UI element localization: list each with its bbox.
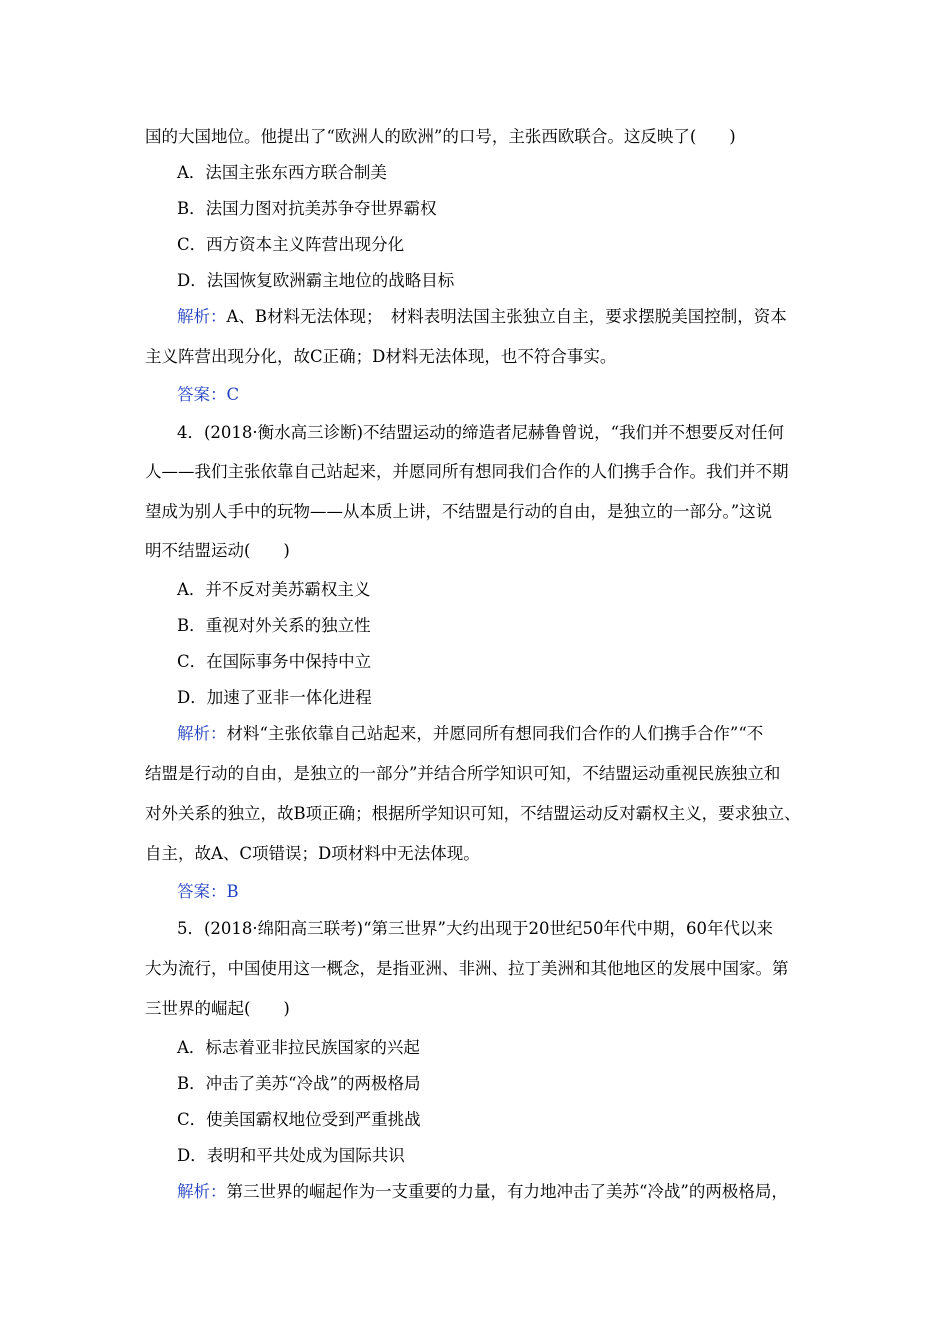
q3-option-c: C．西方资本主义阵营出现分化 <box>177 235 405 254</box>
q3-option-d: D．法国恢复欧洲霸主地位的战略目标 <box>177 271 455 290</box>
q4-analysis-line-4: 自主，故A、C项错误；D项材料中无法体现。 <box>145 844 480 863</box>
q4-answer: 答案：B <box>177 882 239 901</box>
q5-option-b: B．冲击了美苏“冷战”的两极格局 <box>177 1074 421 1093</box>
q3-answer: 答案：C <box>177 385 240 404</box>
q3-analysis-line-1 <box>177 306 787 328</box>
q4-analysis-label: 解析： <box>177 724 227 743</box>
q3-option-a: A．法国主张东西方联合制美 <box>177 163 387 182</box>
q5-analysis-label: 解析： <box>177 1182 227 1201</box>
q3-analysis-text: A、B材料无法体现； 材料表明法国主张独立自主，要求摆脱美国控制，资本 <box>226 307 787 326</box>
q3-analysis-line-2: 主义阵营出现分化，故C正确；D材料无法体现，也不符合事实。 <box>145 347 617 366</box>
q5-analysis-line-1 <box>177 1181 788 1203</box>
q5-analysis-text: 第三世界的崛起作为一支重要的力量，有力地冲击了美苏“冷战”的两极格局， <box>226 1182 788 1201</box>
q4-option-c: C．在国际事务中保持中立 <box>177 652 372 671</box>
q4-stem-line-2: 人——我们主张依靠自己站起来，并愿同所有想同我们合作的人们携手合作。我们并不期 <box>145 462 789 481</box>
q4-analysis-line-2: 结盟是行动的自由，是独立的一部分”并结合所学知识可知，不结盟运动重视民族独立和 <box>145 764 781 783</box>
q4-analysis-line-3: 对外关系的独立，故B项正确；根据所学知识可知，不结盟运动反对霸权主义，要求独立、 <box>145 804 801 823</box>
q4-option-d: D．加速了亚非一体化进程 <box>177 688 372 707</box>
q4-option-b: B．重视对外关系的独立性 <box>177 616 371 635</box>
q3-analysis-label: 解析： <box>177 307 227 326</box>
q4-analysis-line-1 <box>177 723 763 745</box>
q5-stem-line-2: 大为流行，中国使用这一概念，是指亚洲、非洲、拉丁美洲和其他地区的发展中国家。第 <box>145 959 789 978</box>
q4-analysis-text: 材料“主张依靠自己站起来，并愿同所有想同我们合作的人们携手合作”“不 <box>226 724 764 743</box>
q5-option-c: C．使美国霸权地位受到严重挑战 <box>177 1110 421 1129</box>
q5-option-a: A．标志着亚非拉民族国家的兴起 <box>177 1038 420 1057</box>
q5-stem-line-1: 5．(2018·绵阳高三联考)“第三世界”大约出现于20世纪50年代中期，60年代以来 <box>177 919 773 938</box>
q4-option-a: A．并不反对美苏霸权主义 <box>177 580 371 599</box>
q5-option-d: D．表明和平共处成为国际共识 <box>177 1146 405 1165</box>
q3-stem-line: 国的大国地位。他提出了“欧洲人的欧洲”的口号，主张西欧联合。这反映了( ) <box>145 127 736 146</box>
q3-option-b: B．法国力图对抗美苏争夺世界霸权 <box>177 199 437 218</box>
q4-stem-line-4: 明不结盟运动( ) <box>145 541 290 560</box>
q4-stem-line-3: 望成为别人手中的玩物——从本质上讲，不结盟是行动的自由，是独立的一部分。”这说 <box>145 502 773 521</box>
q5-stem-line-3: 三世界的崛起( ) <box>145 999 290 1018</box>
q4-stem-line-1: 4．(2018·衡水高三诊断)不结盟运动的缔造者尼赫鲁曾说，“我们并不想要反对任何 <box>177 423 785 442</box>
